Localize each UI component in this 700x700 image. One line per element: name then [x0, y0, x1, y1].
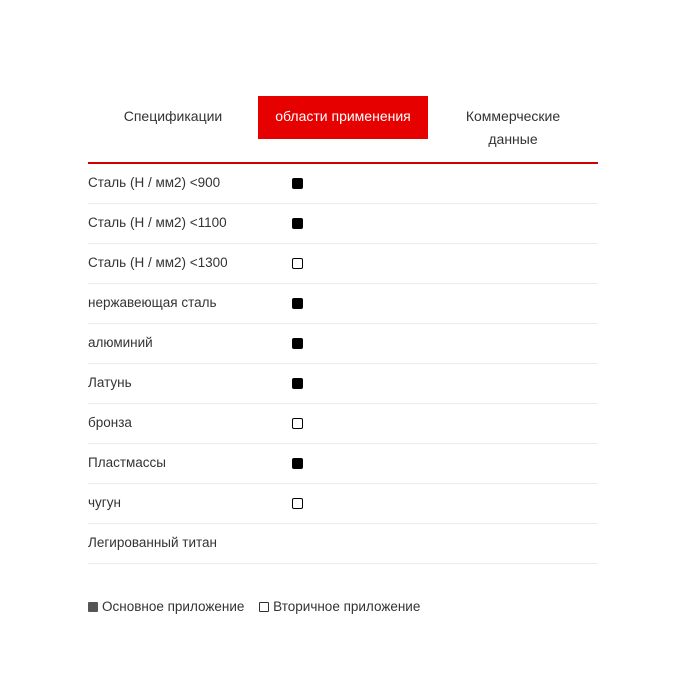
material-label: Сталь (Н / мм2) <1300: [88, 255, 228, 270]
application-mark-icon: [292, 218, 303, 229]
application-mark-icon: [292, 298, 303, 309]
application-mark-icon: [292, 458, 303, 469]
material-label: алюминий: [88, 335, 153, 350]
material-label: Сталь (Н / мм2) <900: [88, 175, 221, 190]
material-label: Легированный титан: [88, 535, 218, 550]
applications-widget: [88, 96, 598, 564]
list-item: [88, 444, 598, 484]
list-item: [88, 484, 598, 524]
list-item: [88, 364, 598, 404]
legend: [88, 599, 431, 614]
material-label: Пластмассы: [88, 455, 167, 470]
material-label: бронза: [88, 415, 132, 430]
list-item: [88, 524, 598, 564]
application-mark-icon: [292, 338, 303, 349]
legend-primary-label: Основное приложение: [102, 599, 245, 614]
materials-list: [88, 164, 598, 564]
material-label: чугун: [88, 495, 121, 510]
secondary-square-icon: [259, 602, 269, 612]
tab-bar: [88, 96, 598, 164]
list-item: [88, 284, 598, 324]
application-mark-icon: [292, 418, 303, 429]
application-mark-icon: [292, 178, 303, 189]
material-label: Сталь (Н / мм2) <1100: [88, 215, 227, 230]
primary-square-icon: [88, 602, 98, 612]
application-mark-icon: [292, 258, 303, 269]
application-mark-icon: [292, 378, 303, 389]
list-item: [88, 244, 598, 284]
tab-specifications[interactable]: Спецификации: [123, 108, 223, 124]
material-label: нержавеющая сталь: [88, 295, 217, 310]
legend-secondary: [259, 599, 420, 614]
list-item: [88, 204, 598, 244]
material-label: Латунь: [88, 375, 132, 390]
list-item: [88, 324, 598, 364]
list-item: [88, 404, 598, 444]
tab-commercial-data[interactable]: Коммерческие данные: [465, 108, 561, 147]
list-item: [88, 164, 598, 204]
legend-secondary-label: Вторичное приложение: [273, 599, 421, 614]
legend-primary: [88, 599, 244, 614]
application-mark-icon: [292, 498, 303, 509]
tab-applications[interactable]: области применения: [258, 96, 428, 139]
